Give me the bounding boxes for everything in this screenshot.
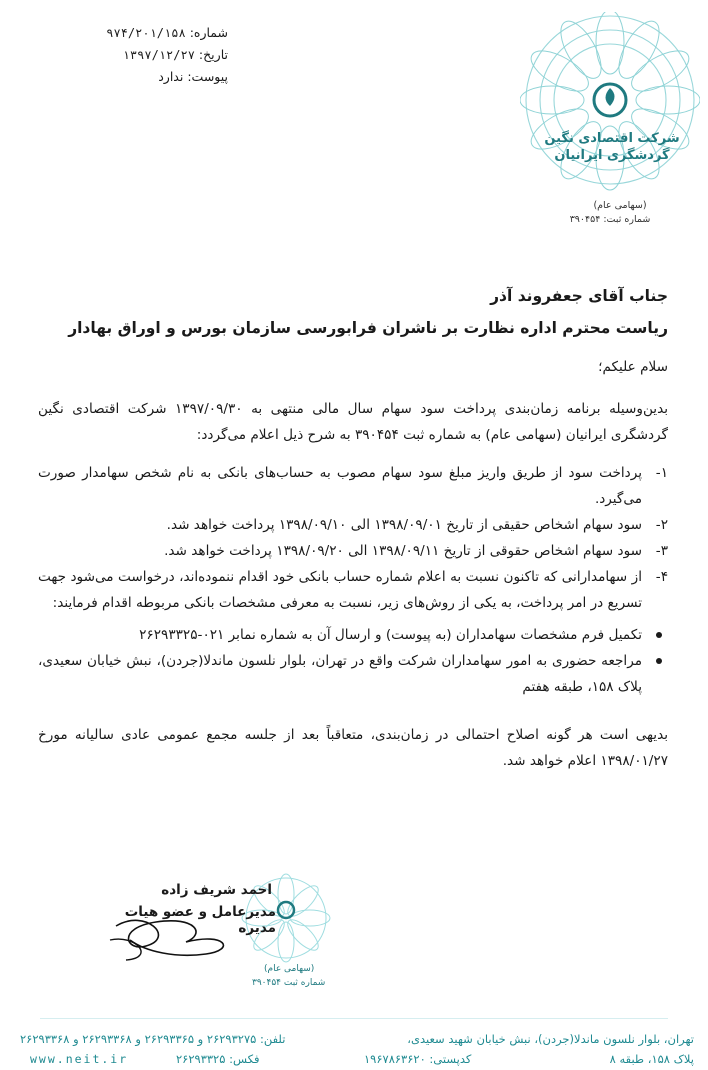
logo-brand-line2: گردشگری ایرانیان — [554, 148, 670, 163]
list-item-number: ۳- — [655, 543, 668, 559]
list-item-number: ۱- — [655, 465, 668, 481]
footer-address-line1: تهران، بلوار نلسون ماندلا(جردن)، نبش خیابان شهید سعیدی، — [407, 1032, 694, 1046]
company-logo — [520, 12, 700, 225]
list-item-number: ۴- — [655, 569, 668, 585]
list-item-text: سود سهام اشخاص حقیقی از تاریخ ۱۳۹۸/۰۹/۰۱ الی ۱۳۹۸/۰۹/۱۰ پرداخت خواهد شد. — [166, 517, 642, 533]
footer-phone: تلفن: ۲۶۲۹۳۲۷۵ و ۲۶۲۹۳۳۶۵ و ۲۶۲۹۳۳۶۸ و ۲۶۲۹۳۳۶۸ — [20, 1032, 286, 1046]
bullet-item-text: تکمیل فرم مشخصات سهامداران (به پیوست) و ارسال آن به شماره نمابر ۰۲۱-۲۶۲۹۳۳۲۵ — [139, 627, 642, 643]
bullet-icon — [656, 632, 662, 638]
letter-number-label: شماره: — [189, 25, 228, 40]
list-item-text: سود سهام اشخاص حقوقی از تاریخ ۱۳۹۸/۰۹/۱۱ الی ۱۳۹۸/۰۹/۲۰ پرداخت خواهد شد. — [164, 543, 642, 559]
footer-website-link[interactable]: www.neit.ir — [30, 1052, 129, 1066]
stamp-company-type: (سهامی عام) — [264, 964, 315, 974]
letter-meta — [48, 22, 228, 88]
bullet-item-text: مراجعه حضوری به امور سهامداران شرکت واقع در تهران، بلوار نلسون ماندلا(جردن)، نبش خیابان سعیدی، پلاک ۱۵۸، طبقه هفتم — [38, 653, 642, 695]
letter-date-label: تاریخ: — [198, 47, 228, 62]
logo-company-type: (سهامی عام) — [593, 200, 647, 211]
letter-attachment-value: ندارد — [158, 69, 184, 84]
intro-paragraph: بدین‌وسیله برنامه زمان‌بندی پرداخت سود سهام سال مالی منتهی به ۱۳۹۷/۰۹/۳۰ شرکت اقتصادی نگین گردشگری ایرانیان (سهامی عام) به شماره ثبت ۳۹۰۴۵۴ به شرح ذیل اعلام می‌گردد: — [38, 401, 668, 443]
letter-number — [48, 22, 228, 44]
logo-brand-name — [542, 130, 682, 164]
addressee — [48, 280, 668, 344]
greeting: سلام علیکم؛ — [598, 359, 668, 375]
letter-attachment — [48, 66, 228, 88]
addressee-title: ریاست محترم اداره نظارت بر ناشران فرابورسی سازمان بورس و اوراق بهادار — [68, 319, 668, 337]
closing-paragraph: بدیهی است هر گونه اصلاح احتمالی در زمان‌بندی، متعاقباً بعد از جلسه مجمع عمومی عادی سالیانه مورخ ۱۳۹۸/۰۱/۲۷ اعلام خواهد شد. — [38, 727, 668, 769]
signatory-title: مدیرعامل و عضو هیات مدیره — [124, 904, 276, 936]
numbered-list — [38, 460, 668, 616]
footer-postal-code: کدپستی: ۱۹۶۷۸۶۳۶۲۰ — [364, 1052, 472, 1066]
letter-number-value: ۹۷۴/۲۰۱/۱۵۸ — [106, 26, 186, 40]
list-item — [38, 512, 668, 538]
logo-brand-line1: شرکت اقتصادی نگین — [544, 131, 680, 146]
list-item-number: ۲- — [655, 517, 668, 533]
addressee-name: جناب آقای جعفروند آذر — [490, 287, 668, 305]
list-item-text: از سهامدارانی که تاکنون نسبت به اعلام شماره حساب بانکی خود اقدام ننموده‌اند، درخواست می‌شود جهت تسریع در امر پرداخت، به یکی از روش‌های زیر، نسبت به معرفی مشخصات بانکی مربوطه اقدام فرمایند: — [38, 569, 642, 611]
bullet-item — [38, 622, 668, 648]
letter-date-value: ۱۳۹۷/۱۲/۲۷ — [122, 48, 195, 62]
logo-pattern-icon — [520, 12, 700, 202]
footer-divider — [40, 1018, 668, 1019]
list-item-text: پرداخت سود از طریق واریز مبلغ سود سهام مصوب به حساب‌های بانکی به نام شخص سهامدار صورت می‌گیرد. — [38, 465, 642, 507]
list-item — [38, 538, 668, 564]
list-item — [38, 460, 668, 512]
signature-block — [86, 868, 346, 998]
letter-attachment-label: پیوست: — [187, 69, 228, 84]
list-item — [38, 564, 668, 616]
letter-date — [48, 44, 228, 66]
bullet-list — [38, 622, 668, 700]
stamp-registration-number: شماره ثبت ۳۹۰۴۵۴ — [252, 978, 326, 988]
logo-registration-number: شماره ثبت: ۳۹۰۴۵۴ — [569, 214, 651, 225]
signatory-name: احمد شریف زاده — [161, 882, 272, 898]
bullet-icon — [656, 658, 662, 664]
letterhead-footer — [0, 1018, 708, 1070]
footer-address-line2: پلاک ۱۵۸، طبقه ۸ — [609, 1052, 694, 1066]
footer-fax: فکس: ۲۶۲۹۳۳۲۵ — [176, 1052, 260, 1066]
letter-body — [38, 354, 668, 774]
bullet-item — [38, 648, 668, 700]
